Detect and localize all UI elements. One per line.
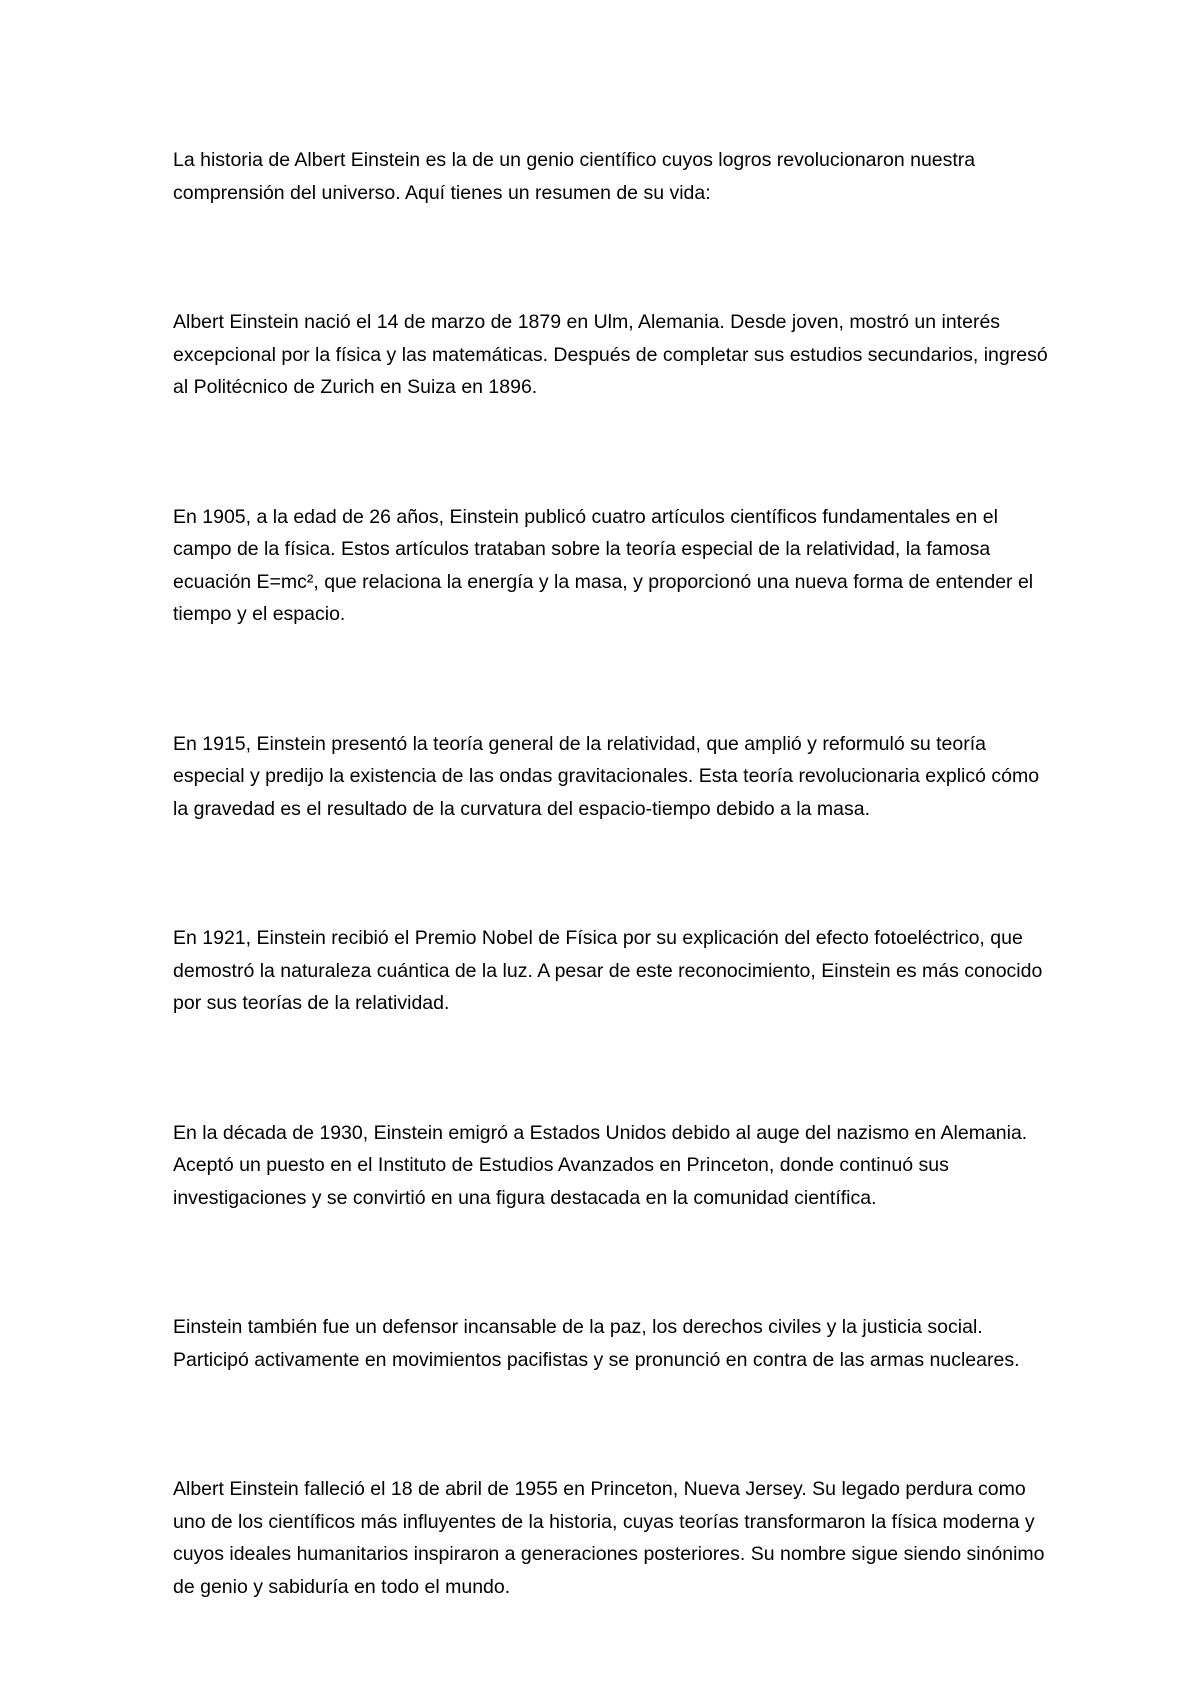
paragraph-spacer — [173, 825, 1053, 922]
paragraph-spacer — [173, 404, 1053, 501]
paragraph-1921: En 1921, Einstein recibió el Premio Nobel de Física por su explicación del efecto fotoeléctrico, que demostró la naturaleza cuántica de la luz. A pesar de este reconocimiento, Einstein es más conocido por sus teorías de la relatividad. — [173, 927, 1043, 1014]
paragraph-1930: En la década de 1930, Einstein emigró a Estados Unidos debido al auge del nazismo en Alemania. Aceptó un puesto en el Instituto de Estudios Avanzados en Princeton, donde continuó sus investigaciones y se convirtió en una figura destacada en la comunidad científica. — [173, 1121, 1028, 1209]
paragraph-spacer — [173, 1376, 1053, 1473]
paragraph-1905: En 1905, a la edad de 26 años, Einstein publicó cuatro artículos científicos fundamentales en el campo de la física. Estos artículos trataban sobre la teoría especial de la relatividad, la famosa ecuación E=mc², que relaciona la energía y la masa, y proporcionó una nueva forma de entender el tiempo y el espacio. — [173, 505, 1034, 625]
paragraph-death: Albert Einstein falleció el 18 de abril de 1955 en Princeton, Nueva Jersey. Su legado perdura como uno de los científicos más influyentes de la historia, cuyas teorías transformaron la física moderna y cuyos ideales humanitarios inspiraron a generaciones posteriores. Su nombre sigue siendo sinónimo de genio y sabiduría en todo el mundo. — [173, 1478, 1045, 1598]
paragraph-peace: Einstein también fue un defensor incansable de la paz, los derechos civiles y la justicia social. Participó activamente en movimientos pacifistas y se pronunció en contra de las armas nucleares. — [173, 1316, 1020, 1371]
paragraph-spacer — [173, 1214, 1053, 1311]
paragraph-intro: La historia de Albert Einstein es la de un genio científico cuyos logros revolucionaron nuestra comprensión del universo. Aquí tienes un resumen de su vida: — [173, 149, 976, 204]
paragraph-1915: En 1915, Einstein presentó la teoría general de la relatividad, que amplió y reformuló su teoría especial y predijo la existencia de las ondas gravitacionales. Esta teoría revolucionaria explicó cómo la gravedad es el resultado de la curvatura del espacio-tiempo debido a la masa. — [173, 732, 1040, 820]
paragraph-spacer — [173, 209, 1053, 306]
document-body — [173, 144, 1053, 1603]
paragraph-spacer — [173, 631, 1053, 728]
paragraph-spacer — [173, 1020, 1053, 1117]
paragraph-birth: Albert Einstein nació el 14 de marzo de 1879 en Ulm, Alemania. Desde joven, mostró un interés excepcional por la física y las matemáticas. Después de completar sus estudios secundarios, ingresó al Politécnico de Zurich en Suiza en 1896. — [173, 311, 1048, 398]
